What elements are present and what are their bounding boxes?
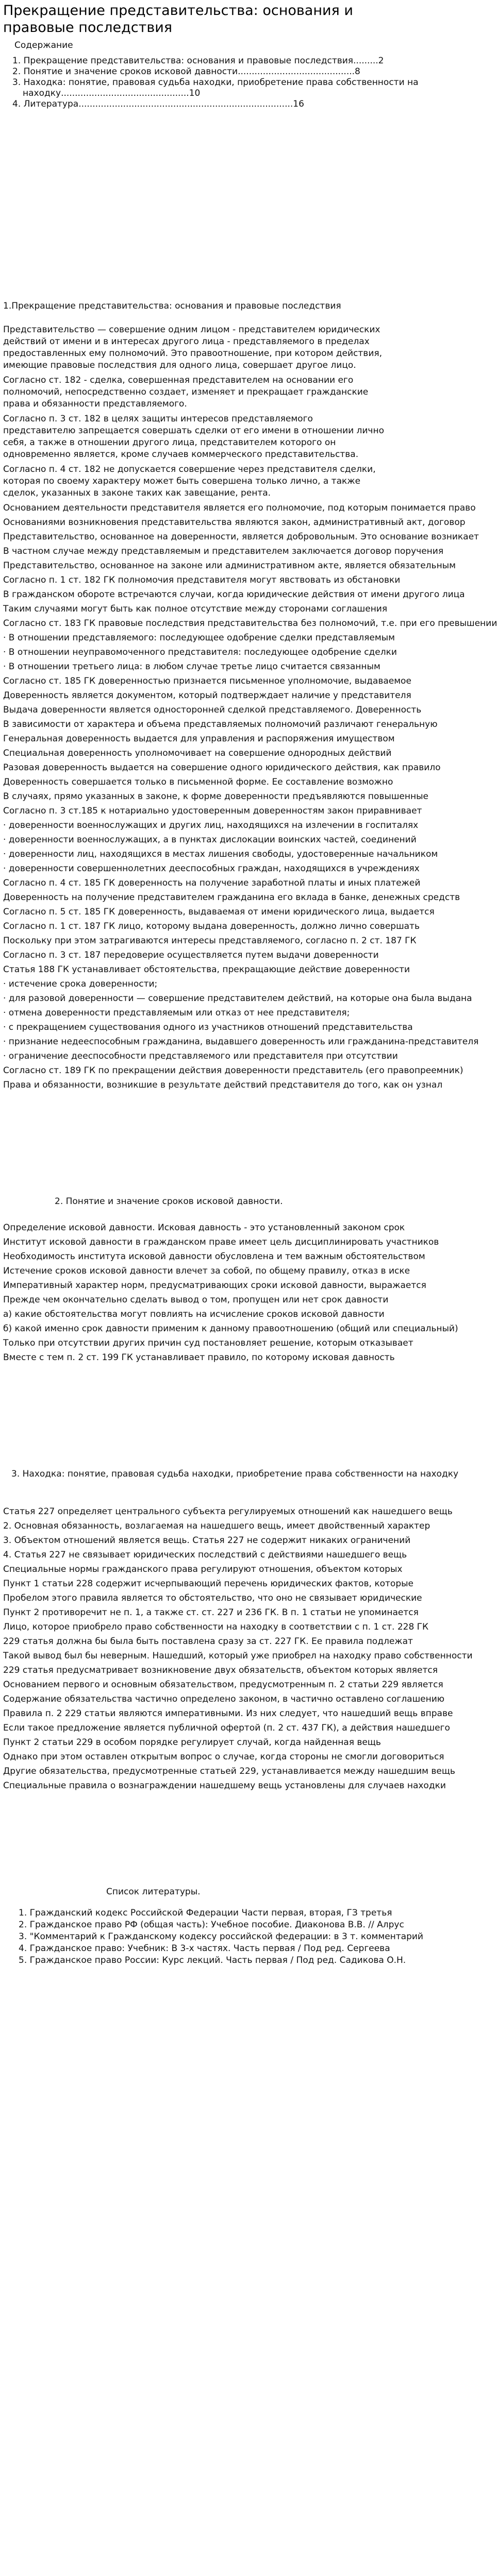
- paragraph: [3, 618, 497, 630]
- paragraph: [3, 964, 434, 976]
- text-line: Вместе с тем п. 2 ст. 199 ГК устанавливает правило, по которому исковая давность: [3, 1352, 395, 1363]
- document-page: [0, 2, 497, 2576]
- text-line: Такой вывод был бы неверным. Нашедший, который уже приобрел на находку право собственности: [3, 1651, 473, 1661]
- paragraph: [3, 1022, 434, 1033]
- paragraph: [3, 1636, 434, 1648]
- text-line: 4. Статья 227 не связывает юридических последствий с действиями нашедшего вещь: [3, 1550, 407, 1560]
- text-line: Согласно ст. 185 ГК доверенностью признается письменное уполномочие, выдаваемое: [3, 676, 411, 686]
- paragraph: [3, 632, 434, 644]
- paragraph: [3, 413, 434, 461]
- text-line: Императивный характер норм, предусматривающих сроки исковой давности, выражается: [3, 1280, 426, 1291]
- toc-item: 4. Литература.............................................................................16: [12, 99, 304, 109]
- text-line: Генеральная доверенность выдается для управления и распоряжения имуществом: [3, 734, 395, 744]
- section-3-heading: 3. Находка: понятие, правовая судьба находки, приобретение права собственности на находку: [11, 1469, 459, 1479]
- paragraph: [3, 1236, 439, 1248]
- table-of-contents: [12, 56, 434, 110]
- paragraph: [3, 375, 434, 410]
- text-line: · В отношении представляемого: последующее одобрение сделки представляемым: [3, 633, 395, 643]
- paragraph: [3, 863, 434, 875]
- text-line: Разовая доверенность выдается на совершение одного юридического действия, как правило: [3, 762, 441, 773]
- paragraph: [3, 603, 434, 615]
- paragraph: [3, 1079, 443, 1091]
- section-2-body: [3, 1222, 458, 1364]
- text-line: Пункт 2 противоречит не п. 1, а также ст. ст. 227 и 236 ГК. В п. 1 статьи не упоминается: [3, 1607, 419, 1618]
- paragraph: [3, 820, 434, 832]
- text-line: Доверенность является документом, который подтверждает наличие у представителя: [3, 690, 411, 701]
- paragraph: [3, 1650, 473, 1662]
- text-line: действий от имени и в интересах другого лица - представляемого в пределах: [3, 336, 370, 347]
- text-line: б) какой именно срок давности применим к данному правоотношению (общий или специальный): [3, 1324, 458, 1334]
- paragraph: [3, 1549, 434, 1561]
- paragraph: [3, 574, 434, 586]
- text-line: · для разовой доверенности — совершение представителем действий, на которые она была выдана: [3, 993, 472, 1004]
- text-line: 229 статья предусматривает возникновение двух обязательств, объектом которых является: [3, 1665, 438, 1675]
- toc-item: 3. Находка: понятие, правовая судьба находки, приобретение права собственности на находку..............................................10: [12, 77, 419, 98]
- text-line: Институт исковой давности в гражданском праве имеет цель дисциплинировать участников: [3, 1237, 439, 1247]
- paragraph: [3, 1607, 434, 1619]
- text-line: Представительство — совершение одним лицом - представителем юридических: [3, 325, 380, 335]
- paragraph: [3, 849, 438, 860]
- paragraph: [3, 1751, 444, 1763]
- references-heading: Список литературы.: [106, 1887, 201, 1897]
- section-1-body: [3, 324, 497, 1091]
- text-line: В гражданском обороте встречаются случаи, когда юридические действия от имени другого лица: [3, 589, 465, 600]
- text-line: · доверенности совершеннолетних дееспособных граждан, находящихся в учреждениях: [3, 863, 420, 874]
- text-line: Представительство, основанное на доверенности, является добровольным. Это основание возникает: [3, 532, 479, 542]
- paragraph: [3, 1578, 434, 1590]
- paragraph: [3, 1693, 445, 1705]
- paragraph: [3, 776, 434, 788]
- toc-item: 2. Понятие и значение сроков исковой давности..........................................8: [12, 66, 360, 77]
- paragraph: [3, 1323, 458, 1335]
- paragraph: [3, 1309, 434, 1320]
- text-line: Представительство, основанное на законе или административном акте, является обязательным: [3, 561, 456, 571]
- text-line: Основанием первого и основным обязательством, предусмотренным п. 2 статьи 229 является: [3, 1680, 443, 1690]
- text-line: В частном случае между представляемым и представителем заключается договор поручения: [3, 546, 444, 556]
- text-line: Поскольку при этом затрагиваются интересы представляемого, согласно п. 2 ст. 187 ГК: [3, 936, 417, 946]
- text-line: права и обязанности представляемого.: [3, 399, 187, 409]
- paragraph: [3, 834, 434, 846]
- paragraph: [3, 1222, 434, 1234]
- paragraph: [3, 1679, 443, 1691]
- reference-item: 5. Гражданское право России: Курс лекций. Часть первая / Под ред. Садикова О.Н.: [19, 1955, 406, 1965]
- paragraph: [3, 993, 472, 1005]
- paragraph: [3, 906, 434, 918]
- paragraph: [3, 921, 434, 933]
- paragraph: [3, 1592, 434, 1604]
- text-line: Таким случаями могут быть как полное отсутствие между сторонами соглашения: [3, 604, 388, 614]
- paragraph: [3, 1265, 434, 1277]
- text-line: · с прекращением существования одного из участников отношений представительства: [3, 1022, 413, 1032]
- text-line: Основаниями возникновения представительства являются закон, административный акт, договор: [3, 517, 466, 528]
- text-line: Согласно п. 5 ст. 185 ГК доверенность, выдаваемая от имени юридического лица, выдается: [3, 907, 435, 917]
- section-1-heading: 1.Прекращение представительства: основания и правовые последствия: [3, 301, 341, 311]
- paragraph: [3, 661, 434, 673]
- reference-item: 2. Гражданское право РФ (общая часть): Учебное пособие. Диаконова В.В. // Алрус: [19, 1920, 404, 1930]
- paragraph: [3, 1036, 479, 1048]
- text-line: · отмена доверенности представляемым или отказ от нее представителя;: [3, 1008, 350, 1018]
- paragraph: [3, 464, 434, 499]
- text-line: Согласно п. 3 ст. 187 передоверие осуществляется путем выдачи доверенности: [3, 950, 379, 960]
- text-line: Согласно ст. 189 ГК по прекращении действия доверенности представитель (его правопреемник): [3, 1065, 463, 1076]
- text-line: Пункт 2 статьи 229 в особом порядке регулирует случай, когда найденная вещь: [3, 1737, 381, 1748]
- paragraph: [3, 1280, 434, 1292]
- text-line: Согласно п. 4 ст. 185 ГК доверенность на получение заработной платы и иных платежей: [3, 878, 421, 888]
- text-line: · доверенности военнослужащих, а в пунктах дислокации воинских частей, соединений: [3, 835, 417, 845]
- text-line: полномочий, непосредственно создает, изменяет и прекращает гражданские: [3, 387, 369, 397]
- section-2-heading: 2. Понятие и значение сроков исковой давности.: [55, 1196, 283, 1207]
- paragraph: [3, 1506, 453, 1518]
- paragraph: [3, 546, 444, 557]
- blank-space: [3, 1094, 434, 1196]
- text-line: Определение исковой давности. Исковая давность - это установленный законом срок: [3, 1223, 405, 1233]
- text-line: 3. Объектом отношений является вещь. Статья 227 не содержит никаких ограничений: [3, 1535, 411, 1546]
- section-3-body: [3, 1506, 473, 1792]
- text-line: Если такое предложение является публичной офертой (п. 2 ст. 437 ГК), а действия нашедшего: [3, 1723, 450, 1733]
- toc-item: 1. Прекращение представительства: основания и правовые последствия.........2: [12, 56, 384, 66]
- text-line: Только при отсутствии других причин суд постановляет решение, которым отказывает: [3, 1338, 413, 1348]
- text-line: Выдача доверенности является односторонней сделкой представляемого. Доверенность: [3, 705, 422, 715]
- paragraph: [3, 1564, 434, 1575]
- paragraph: [3, 1352, 434, 1364]
- reference-item: 4. Гражданское право: Учебник: В 3-х частях. Часть первая / Под ред. Сергеева: [19, 1943, 390, 1954]
- paragraph: [3, 877, 434, 889]
- paragraph: [3, 517, 466, 529]
- paragraph: [3, 1535, 434, 1547]
- text-line: Доверенность на получение представителем гражданина его вклада в банке, денежных средств: [3, 892, 460, 903]
- text-line: Содержание обязательства частично определено законом, в частично оставлено соглашению: [3, 1694, 445, 1704]
- text-line: Однако при этом оставлен открытым вопрос о случае, когда стороны не смогли договориться: [3, 1752, 444, 1762]
- paragraph: [3, 1007, 434, 1019]
- text-line: В зависимости от характера и объема представляемых полномочий различают генеральную: [3, 719, 438, 730]
- paragraph: [3, 791, 434, 803]
- references-list: [19, 1907, 434, 1967]
- paragraph: [3, 719, 438, 731]
- text-line: Согласно п. 4 ст. 182 не допускается совершение через представителя сделки,: [3, 464, 376, 474]
- text-line: 229 статья должна бы была быть поставлена сразу за ст. 227 ГК. Ее правила подлежат: [3, 1636, 413, 1647]
- text-line: Правила п. 2 229 статьи являются императивными. Из них следует, что нашедший вещь вправе: [3, 1708, 453, 1719]
- text-line: имеющие правовые последствия для одного лица, совершает другое лицо.: [3, 360, 356, 370]
- paragraph: [3, 950, 434, 961]
- text-line: Другие обязательства, предусмотренные статьей 229, устанавливается между нашедшим вещь: [3, 1766, 455, 1776]
- text-line: В случаях, прямо указанных в законе, к форме доверенности предъявляются повышенные: [3, 791, 428, 802]
- text-line: Согласно ст. 183 ГК правовые последствия представительства без полномочий, т.е. при его превышении: [3, 618, 497, 629]
- paragraph: [3, 647, 434, 658]
- paragraph: [3, 690, 434, 702]
- paragraph: [3, 560, 456, 572]
- paragraph: [3, 978, 434, 990]
- paragraph: [3, 1722, 450, 1734]
- text-line: · В отношении неуправомоченного представителя: последующее одобрение сделки: [3, 647, 397, 657]
- text-line: себя, а также в отношении другого лица, представителем которого он: [3, 437, 336, 448]
- blank-space: [3, 1794, 434, 1886]
- paragraph: [3, 733, 434, 745]
- paragraph: [3, 1766, 455, 1777]
- paragraph: [3, 762, 441, 774]
- document-title: Прекращение представительства: основания и правовые последствия: [3, 3, 353, 36]
- text-line: · признание недееспособным гражданина, выдавшего доверенность или гражданина-представителя: [3, 1037, 479, 1047]
- text-line: Пробелом этого правила является то обстоятельство, что оно не связывает юридические: [3, 1593, 422, 1603]
- paragraph: [3, 1337, 434, 1349]
- text-line: предоставленных ему полномочий. Это правоотношение, при котором действия,: [3, 348, 383, 359]
- text-line: Специальные правила о вознаграждении нашедшему вещь установлены для случаев находки: [3, 1781, 446, 1791]
- paragraph: [3, 748, 434, 759]
- text-line: Согласно п. 1 ст. 187 ГК лицо, которому выдана доверенность, должно лично совершать: [3, 921, 420, 931]
- paragraph: [3, 531, 479, 543]
- paragraph: [3, 892, 460, 904]
- text-line: сделок, указанных в законе таких как завещание, рента.: [3, 488, 271, 498]
- text-line: Лицо, которое приобрело право собственности на находку в соответствии с п. 1 ст. 228 ГК: [3, 1622, 429, 1632]
- text-line: · доверенности лиц, находящихся в местах лишения свободы, удостоверенные начальником: [3, 849, 438, 859]
- text-line: одновременно является, кроме случаев коммерческого представительства.: [3, 449, 359, 460]
- paragraph: [3, 1708, 453, 1720]
- paragraph: [3, 589, 465, 601]
- toc-heading: Содержание: [14, 40, 73, 50]
- text-line: Специальная доверенность уполномочивает на совершение однородных действий: [3, 748, 392, 758]
- text-line: представителю запрещается совершать сделки от его имени в отношении лично: [3, 426, 384, 436]
- paragraph: [3, 324, 434, 371]
- text-line: Доверенность совершается только в письменной форме. Ее составление возможно: [3, 777, 393, 787]
- text-line: · ограничение дееспособности представляемого или представителя при отсутствии: [3, 1051, 398, 1061]
- paragraph: [3, 1737, 434, 1749]
- text-line: · истечение срока доверенности;: [3, 979, 158, 989]
- text-line: Согласно п. 3 ст. 182 в целях защиты интересов представляемого: [3, 414, 313, 424]
- text-line: Согласно п. 1 ст. 182 ГК полномочия представителя могут явствовать из обстановки: [3, 575, 401, 585]
- text-line: Необходимость института исковой давности обусловлена и тем важным обстоятельством: [3, 1251, 425, 1262]
- text-line: Права и обязанности, возникшие в результате действий представителя до того, как он узнал: [3, 1080, 443, 1090]
- paragraph: [3, 502, 476, 514]
- text-line: Статья 227 определяет центрального субъекта регулируемых отношений как нашедшего вещь: [3, 1506, 453, 1517]
- paragraph: [3, 675, 434, 687]
- blank-space: [3, 110, 434, 300]
- paragraph: [3, 1294, 434, 1306]
- text-line: · В отношении третьего лица: в любом случае третье лицо считается связанным: [3, 662, 380, 672]
- paragraph: [3, 1251, 434, 1263]
- paragraph: [3, 1520, 434, 1532]
- reference-item: 1. Гражданский кодекс Российской Федерации Части первая, вторая, ГЗ третья: [19, 1908, 392, 1918]
- reference-item: 3. "Комментарий к Гражданскому кодексу российской федерации: в 3 т. комментарий: [19, 1931, 423, 1942]
- paragraph: [3, 1780, 446, 1792]
- text-line: 2. Основная обязанность, возлагаемая на нашедшего вещь, имеет двойственный характер: [3, 1521, 430, 1531]
- text-line: Согласно ст. 182 - сделка, совершенная представителем на основании его: [3, 375, 354, 385]
- text-line: Пункт 1 статьи 228 содержит исчерпывающий перечень юридических фактов, которые: [3, 1579, 413, 1589]
- paragraph: [3, 704, 434, 716]
- text-line: Статья 188 ГК устанавливает обстоятельства, прекращающие действие доверенности: [3, 964, 410, 975]
- text-line: Основанием деятельности представителя является его полномочие, под которым понимается право: [3, 503, 476, 513]
- text-line: · доверенности военнослужащих и других лиц, находящихся на излечении в госпиталях: [3, 820, 419, 831]
- text-line: Прежде чем окончательно сделать вывод о том, пропущен или нет срок давности: [3, 1295, 389, 1305]
- paragraph: [3, 805, 434, 817]
- paragraph: [3, 1050, 434, 1062]
- text-line: Согласно п. 3 ст.185 к нотариально удостоверенным доверенностям закон приравнивает: [3, 806, 422, 816]
- paragraph: [3, 1665, 438, 1676]
- text-line: а) какие обстоятельства могут повлиять на исчисление сроков исковой давности: [3, 1309, 385, 1319]
- paragraph: [3, 1621, 434, 1633]
- paragraph: [3, 935, 434, 947]
- blank-space: [3, 1366, 434, 1468]
- text-line: Истечение сроков исковой давности влечет за собой, по общему правилу, отказ в иске: [3, 1266, 410, 1276]
- text-line: Специальные нормы гражданского права регулируют отношения, объектом которых: [3, 1564, 403, 1574]
- paragraph: [3, 1065, 463, 1077]
- text-line: которая по своему характеру может быть совершена только лично, а также: [3, 476, 361, 486]
